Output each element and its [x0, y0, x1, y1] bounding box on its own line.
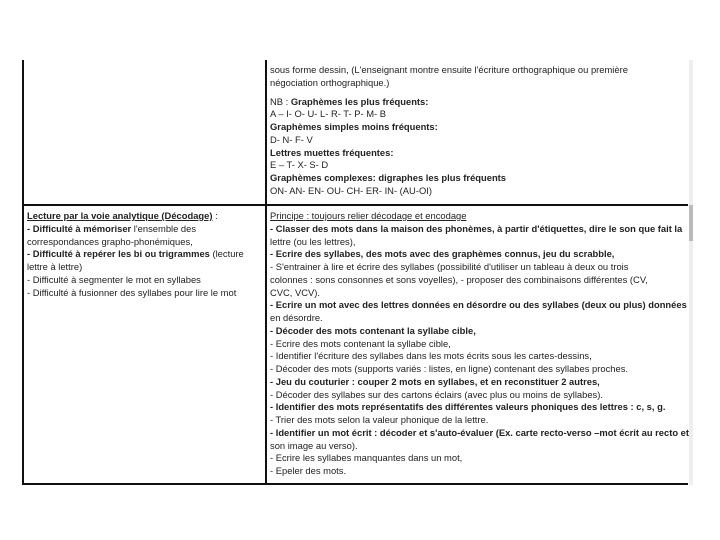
text: CVC, VCV). [270, 286, 321, 298]
text: en désordre. [270, 312, 323, 323]
scrollbar-thumb[interactable] [689, 205, 693, 241]
bold-text: - Identifier des mots représentatifs des différentes valeurs phoniques des lettres : c, s, g. [270, 401, 666, 413]
text-line [27, 287, 244, 300]
text-line [27, 223, 244, 236]
text: ON- AN- EN- OU- CH- ER- IN- (AU-OI) [270, 184, 432, 196]
text-line [270, 376, 689, 389]
text: négociation orthographique.) [270, 76, 390, 88]
bottom-row-left-cell [27, 210, 244, 299]
text: - Ecrire les syllabes manquantes dans un mot, [270, 452, 463, 464]
bold-text: - Ecrire des syllabes, des mots avec des graphèmes connus, jeu du scrabble, [270, 248, 615, 260]
text-line [270, 274, 689, 287]
text-line [270, 401, 689, 414]
text: E – T- X- S- D [270, 159, 329, 171]
text-line [270, 172, 628, 185]
text-line [270, 452, 689, 465]
text-line [27, 274, 244, 287]
bold-text: Graphèmes les plus fréquents: [290, 95, 429, 107]
text-line [270, 159, 628, 172]
text-line [270, 64, 628, 77]
bold-text: - Jeu du couturier : couper 2 mots en syllabes, et en reconstituer 2 autres, [270, 375, 600, 387]
scrollbar[interactable] [689, 60, 693, 485]
top-row-right-cell [270, 64, 628, 198]
bold-text: Graphèmes complexes: digraphes les plus fréquents [270, 172, 507, 183]
text: (lecture [209, 248, 244, 260]
bold-text: - Identifier un mot écrit : décoder et s'auto-évaluer (Ex. carte recto-verso –mot écrit au recto et [270, 426, 690, 438]
text-line [270, 261, 689, 274]
bold-text: - Décoder des mots contenant la syllabe cible, [270, 324, 476, 336]
bold-text: - Classer des mots dans la maison des phonèmes, à partir d'étiquettes, dire le son que fait la [270, 222, 683, 234]
table-left-border [22, 60, 24, 484]
text: Principe : toujours relier décodage et encodage [270, 210, 467, 221]
text: sous forme dessin, (L'enseignant montre ensuite l'écriture orthographique ou première [270, 64, 628, 75]
text-line [270, 325, 689, 338]
text-line [270, 147, 628, 160]
text-line [270, 440, 689, 453]
text-line [270, 210, 689, 223]
text-line [270, 338, 689, 351]
text-line [27, 248, 244, 261]
text: A – I- O- U- L- R- T- P- M- B [270, 108, 386, 120]
text-line [270, 414, 689, 427]
text: - S'entrainer à lire et écrire des syllabes (possibilité d'utiliser un tableau à deux ou trois [270, 261, 629, 272]
text: - Epeler des mots. [270, 465, 347, 476]
text-line [270, 363, 689, 376]
column-divider [265, 60, 267, 484]
table-bottom-border [22, 483, 688, 485]
bold-text: - Difficulté à repérer les bi ou trigrammes [27, 248, 210, 260]
text: son image au verso). [270, 439, 358, 451]
text-line [270, 427, 689, 440]
text: - Identifier l'écriture des syllabes dans les mots écrits sous les cartes-dessins, [270, 350, 592, 362]
text-line [270, 134, 628, 147]
text-line [27, 236, 244, 249]
text-line [270, 287, 689, 300]
text: D- N- F- V [270, 133, 313, 145]
text: correspondances grapho-phonémiques, [27, 235, 193, 247]
text: lettre à lettre) [27, 261, 83, 272]
text: NB : [270, 95, 291, 107]
text-line [270, 299, 689, 312]
text: l'ensemble des [131, 222, 197, 234]
bold-text: - Ecrire un mot avec des lettres données en désordre ou des syllabes (deux ou plus) données [270, 299, 687, 311]
bold-text: Lettres muettes fréquentes: [270, 146, 394, 158]
text-line [270, 77, 628, 90]
text-line [270, 96, 628, 109]
text: - Difficulté à fusionner des syllabes pour lire le mot [27, 286, 237, 298]
text: - Difficulté à segmenter le mot en syllabes [27, 273, 201, 285]
document-table [22, 60, 688, 484]
bottom-row-right-cell [270, 210, 689, 478]
text: - Ecrire des mots contenant la syllabe cible, [270, 337, 451, 349]
text-line [270, 121, 628, 134]
text-line [270, 185, 628, 198]
text-line [27, 261, 244, 274]
text: - Trier des mots selon la valeur phonique de la lettre. [270, 414, 489, 425]
text: - Décoder des mots (supports variés : listes, en ligne) contenant des syllabes proches. [270, 363, 628, 374]
bold-text: - Difficulté à mémoriser [27, 222, 132, 234]
text: : [212, 210, 218, 221]
text: lettre (ou les lettres), [270, 235, 356, 247]
bold-text: Graphèmes simples moins fréquents: [270, 121, 438, 132]
text-line [270, 350, 689, 363]
row-divider [22, 204, 688, 206]
text-line [270, 312, 689, 325]
text-line [270, 236, 689, 249]
text-line [270, 248, 689, 261]
bold-text: Lecture par la voie analytique (Décodage) [27, 210, 213, 221]
text-line [270, 465, 689, 478]
text-line [27, 210, 244, 223]
text-line [270, 389, 689, 402]
text-line [270, 223, 689, 236]
text-line [270, 108, 628, 121]
text: colonnes : sons consonnes et sons voyelles), - proposer des combinaisons différentes (CV, [270, 273, 648, 285]
text: - Décoder des syllabes sur des cartons éclairs (avec plus ou moins de syllabes). [270, 388, 603, 400]
